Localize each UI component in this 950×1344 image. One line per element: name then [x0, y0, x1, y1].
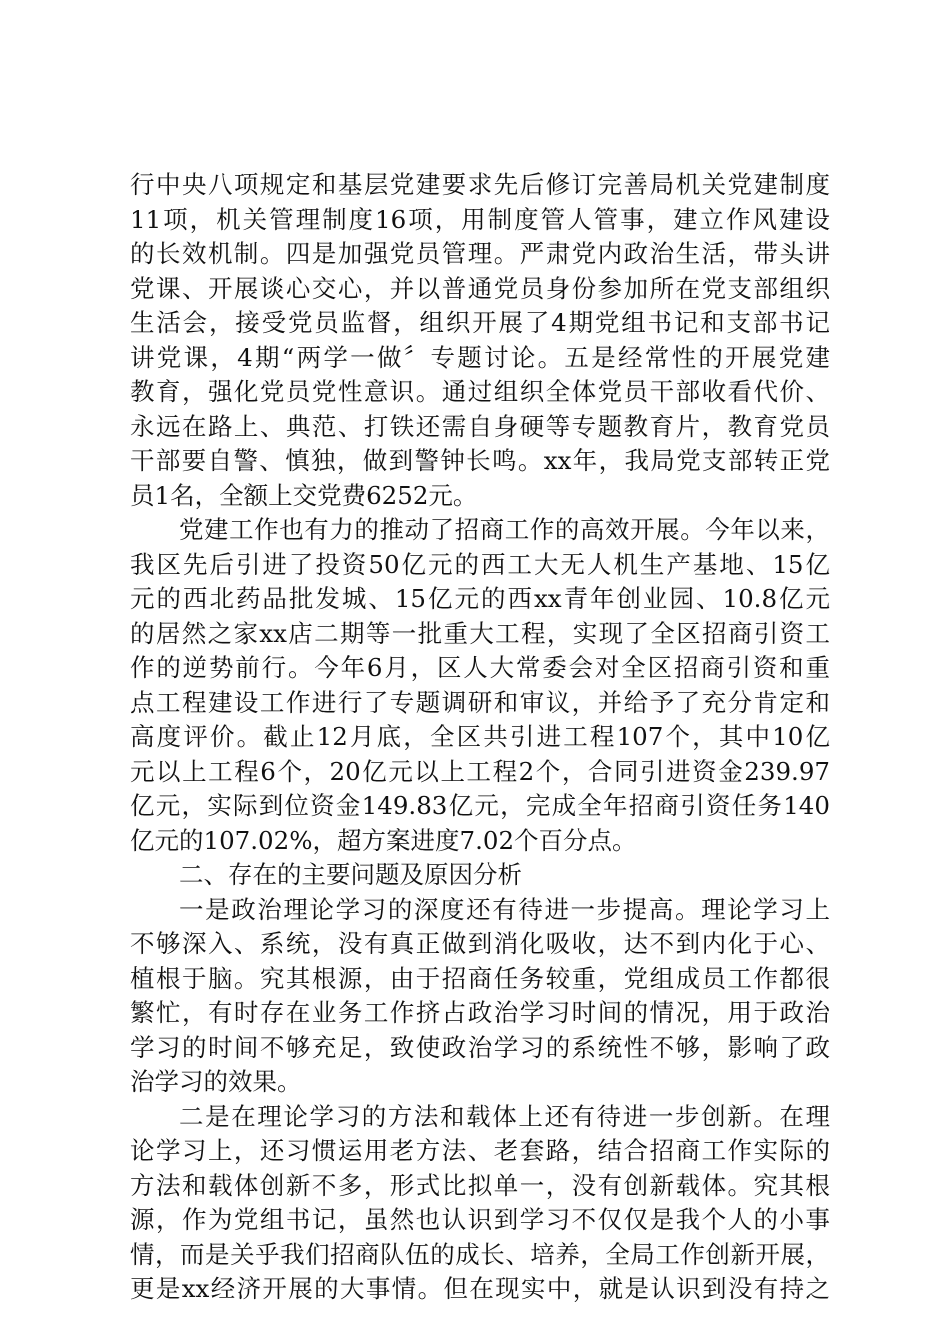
text-line: 学习的时间不够充足，致使政治学习的系统性不够，影响了政: [130, 1032, 830, 1062]
text-line: 植根于脑。究其根源，由于招商任务较重，党组成员工作都很: [130, 963, 830, 993]
text-line: 更是xx经济开展的大事情。但在现实中，就是认识到没有持之: [130, 1274, 830, 1303]
text-line: 亿元的107.02%，超方案进度7.02个百分点。: [130, 825, 637, 855]
text-line: 的长效机制。四是加强党员管理。严肃党内政治生活，带头讲: [130, 239, 830, 268]
text-line: 讲党课，4期“两学一做〞专题讨论。五是经常性的开展党建: [130, 342, 830, 372]
text-line: 的居然之家xx店二期等一批重大工程，实现了全区招商引资工: [130, 618, 830, 648]
text-line: 11项，机关管理制度16项，用制度管人管事，建立作风建设: [130, 204, 830, 234]
text-line: 干部要自警、慎独，做到警钟长鸣。xx年，我局党支部转正党: [130, 446, 830, 475]
text-line: 繁忙，有时存在业务工作挤占政治学习时间的情况，用于政治: [130, 998, 830, 1027]
text-line: 高度评价。截止12月底，全区共引进工程107个，其中10亿: [130, 722, 830, 751]
text-line: 源，作为党组书记，虽然也认识到学习不仅仅是我个人的小事: [130, 1205, 830, 1234]
text-line: 情，而是关乎我们招商队伍的成长、培养，全局工作创新开展，: [130, 1239, 830, 1269]
text-line: 治学习的效果。: [130, 1067, 302, 1096]
text-line: 一是政治理论学习的深度还有待进一步提高。理论学习上: [179, 894, 830, 924]
text-line: 元以上工程6个，20亿元以上工程2个，合同引进资金239.97: [130, 756, 830, 786]
text-line: 元的西北药品批发城、15亿元的西xx青年创业园、10.8亿元: [130, 584, 830, 613]
text-line: 生活会，接受党员监督，组织开展了4期党组书记和支部书记: [130, 308, 830, 337]
text-line: 作的逆势前行。今年6月，区人大常委会对全区招商引资和重: [130, 653, 830, 682]
document-body: [130, 168, 830, 1307]
text-line: 亿元，实际到位资金149.83亿元，完成全年招商引资任务140: [130, 791, 830, 820]
text-line: 二是在理论学习的方法和载体上还有待进一步创新。在理: [179, 1101, 830, 1131]
text-line: 党课、开展谈心交心，并以普通党员身份参加所在党支部组织: [130, 273, 830, 303]
text-line: 行中央八项规定和基层党建要求先后修订完善局机关党建制度: [130, 170, 830, 199]
text-line: 论学习上，还习惯运用老方法、老套路，结合招商工作实际的: [130, 1136, 830, 1165]
text-line: 二、存在的主要问题及原因分析: [179, 860, 522, 889]
text-line: 员1名，全额上交党费6252元。: [130, 480, 478, 510]
text-line: 永远在路上、典范、打铁还需自身硬等专题教育片，教育党员: [130, 411, 830, 441]
text-line: 教育，强化党员党性意识。通过组织全体党员干部收看代价、: [130, 377, 830, 406]
text-line: 不够深入、系统，没有真正做到消化吸收，达不到内化于心、: [130, 929, 830, 958]
text-line: 我区先后引进了投资50亿元的西工大无人机生产基地、15亿: [130, 549, 830, 579]
text-line: 点工程建设工作进行了专题调研和审议，并给予了充分肯定和: [130, 687, 830, 717]
text-line: 党建工作也有力的推动了招商工作的高效开展。今年以来，: [179, 515, 830, 544]
text-line: 方法和载体创新不多，形式比拟单一，没有创新载体。究其根: [130, 1170, 830, 1200]
